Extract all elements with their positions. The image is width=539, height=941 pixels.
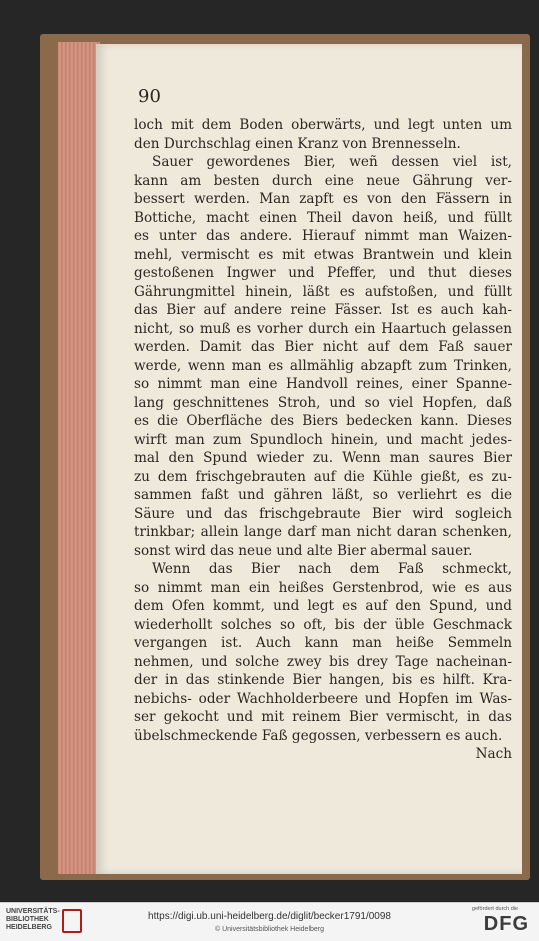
text-line: der in das stinkende Bier hangen, bis es hilft. Kra- xyxy=(134,672,512,688)
text-line: das Bier auf andere reine Fässer. Ist es auch kah- xyxy=(134,302,512,318)
text-line: lang geschnittenes Stroh, und so viel Hopfen, daß xyxy=(134,394,512,411)
text-line: Gährungmittel hinein, läßt es aufstoßen, und füllt xyxy=(134,283,512,300)
text-line: werden. Damit das Bier nicht auf dem Faß sauer xyxy=(134,339,512,355)
permalink-url[interactable]: https://digi.ub.uni-heidelberg.de/diglit/becker1791/0098 xyxy=(148,911,391,922)
text-line: vergangen ist. Auch kann man heiße Semmeln xyxy=(134,635,512,651)
text-line: es die Oberfläche des Biers bedecken kann. Dieses xyxy=(134,413,512,429)
page-text xyxy=(134,116,512,764)
text-line: werde, wenn man es allmählig abzapft zum Trinken, xyxy=(134,357,512,374)
text-line: mal den Spund wieder zu. Wenn man saures Bier xyxy=(134,450,512,466)
footer-bar xyxy=(0,902,539,941)
text-line: nicht, so muß es vorher durch ein Haartuch gelassen xyxy=(134,320,512,337)
text-line: übelschmeckende Faß gegossen, verbessern es auch. xyxy=(134,727,503,744)
text-line: den Durchschlag einen Kranz von Brennesseln. xyxy=(134,135,461,152)
dfg-logo[interactable]: DFG xyxy=(483,913,529,935)
text-line: es unter das andere. Hierauf nimmt man Waizen- xyxy=(134,228,512,244)
text-line: nehmen, und solche zwey bis drey Tage nacheinan- xyxy=(134,653,512,670)
logo-text: UNIVERSITÄTS- BIBLIOTHEK HEIDELBERG xyxy=(6,908,60,931)
text-line: Wenn das Bier nach dem Faß schmeckt, xyxy=(152,561,512,577)
text-line: so nimmt man ein heißes Gerstenbrod, wie es aus xyxy=(134,579,512,596)
text-line: Säure und das frischgebraute Bier wird sogleich xyxy=(134,505,512,522)
page-edge xyxy=(58,42,100,874)
text-line: zu dem frischgebrauten auf die Kühle gießt, es zu- xyxy=(134,468,512,485)
text-line: loch mit dem Boden oberwärts, und legt unten um xyxy=(134,117,512,133)
text-line: nebichs- oder Wachholderbeere und Hopfen im Was- xyxy=(134,690,512,707)
text-line: bessert werden. Man zapft es von den Fässern in xyxy=(134,191,512,207)
text-line: trinkbar; allein lange darf man nicht daran schenken, xyxy=(134,524,512,540)
text-line: sonst wird das neue und alte Bier abermal sauer. xyxy=(134,542,473,559)
funding-note: gefördert durch die xyxy=(471,906,519,912)
page-number: 90 xyxy=(138,86,161,107)
text-line: wirft man zum Spundloch hinein, und macht jedes- xyxy=(134,431,512,448)
text-line: wiederhollt solches so oft, bis der üble Geschmack xyxy=(134,616,512,633)
text-line: mehl, vermischt es mit etwas Brantwein und klein xyxy=(134,246,512,263)
text-line: so nimmt man eine Handvoll reines, einer Spanne- xyxy=(134,376,512,392)
copyright-notice: © Universitätsbibliothek Heidelberg xyxy=(214,926,325,933)
text-line: sammen faßt und gähren läßt, so verliehrt es die xyxy=(134,487,512,503)
text-line: dem Ofen kommt, und legt es auf den Spund, und xyxy=(134,598,512,614)
text-line: ser gekocht und mit reinem Bier vermischt, in das xyxy=(134,709,512,725)
text-line: gestoßenen Ingwer und Pfeffer, und thut dieses xyxy=(134,265,512,281)
text-line: Nach xyxy=(475,746,512,762)
text-line: Bottiche, macht einen Theil davon heiß, und füllt xyxy=(134,209,512,226)
text-line: kann am besten durch eine neue Gährung ver- xyxy=(134,172,512,189)
text-line: Sauer gewordenes Bier, weñ dessen viel ist, xyxy=(152,154,512,170)
